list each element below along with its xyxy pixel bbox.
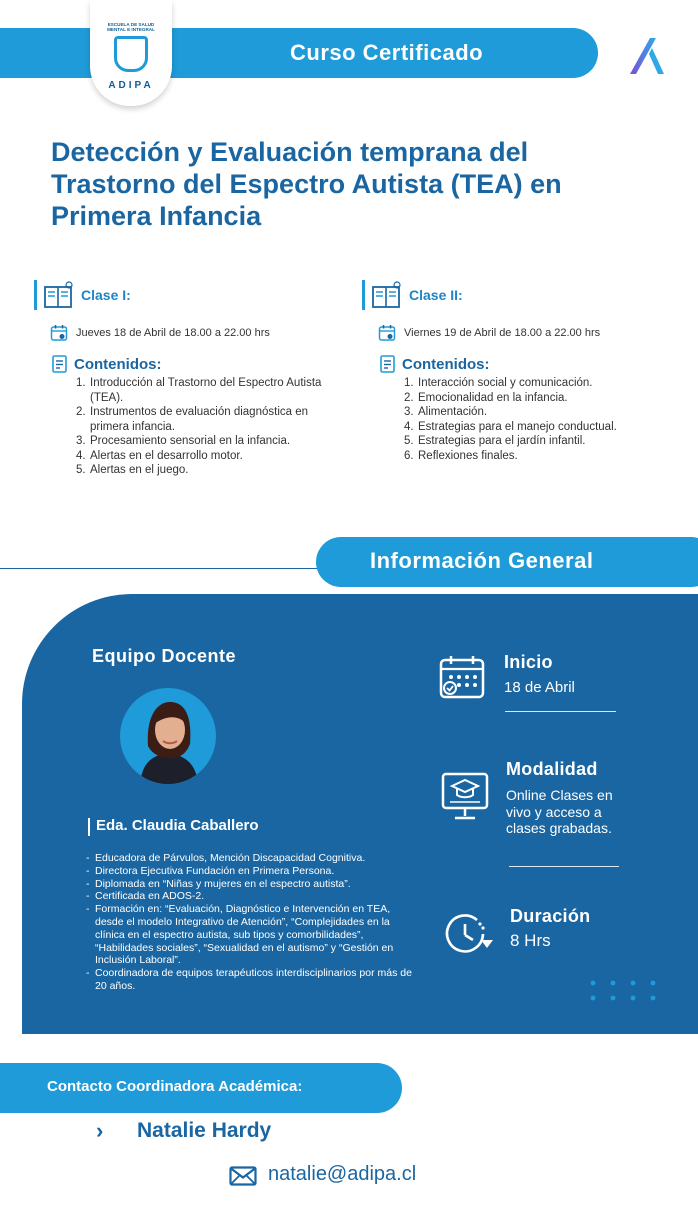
contents-list (76, 376, 338, 478)
contact-label: Contacto Coordinadora Académica: (47, 1078, 303, 1095)
list-item: - Educadora de Párvulos, Mención Discapacidad Cognitiva. (86, 852, 366, 864)
clock-icon (443, 912, 495, 956)
class-title: Clase I: (81, 287, 131, 303)
document-icon (50, 354, 70, 374)
chevron-right-icon: › (96, 1118, 104, 1143)
list-item: 1. Introducción al Trastorno del Espectro Autista (TEA). (76, 377, 322, 404)
modality-label: Modalidad (506, 759, 598, 779)
decorative-dots (586, 978, 666, 1006)
logo-shield-icon (114, 36, 148, 72)
list-item: - Certificada en ADOS-2. (86, 890, 205, 903)
mail-icon (229, 1166, 257, 1186)
list-item: 3. Procesamiento sensorial en la infancia. (76, 435, 291, 447)
course-banner-text: Curso Certificado (290, 40, 484, 65)
list-item: - Directora Ejecutiva Fundación en Primera Persona. (86, 864, 335, 877)
class-title: Clase II: (409, 287, 463, 303)
class-1 (34, 280, 354, 478)
contents-title: Contenidos: (402, 355, 490, 373)
team-title: Equipo Docente (92, 646, 237, 666)
calendar-icon (378, 324, 396, 342)
start-label: Inicio (504, 652, 553, 672)
list-item: - Diplomada en “Niñas y mujeres en el espectro autista”. (86, 877, 351, 890)
contents-list (404, 376, 684, 463)
calendar-icon (50, 324, 68, 342)
course-title: Detección y Evaluación temprana del Trastorno del Espectro Autista (TEA) en Primera Infancia (51, 137, 562, 231)
contents-title: Contenidos: (74, 355, 162, 373)
teacher-name: Eda. Claudia Caballero (96, 817, 259, 834)
book-icon (43, 281, 75, 309)
info-section-title: Información General (370, 548, 594, 573)
logo-caption: ESCUELA DE SALUD MENTAL E INTEGRAL (107, 22, 155, 32)
class-2 (362, 280, 682, 463)
class-date: Viernes 19 de Abril de 18.00 a 22.00 hrs (404, 327, 601, 339)
logo-word: ADIPA (108, 80, 154, 91)
mortarboard-monitor-icon (440, 768, 490, 822)
start-value: 18 de Abril (504, 679, 575, 696)
list-item: 3. Alimentación. (404, 406, 488, 418)
list-item: 2. Instrumentos de evaluación diagnóstica en primera infancia. (76, 406, 309, 433)
teacher-cv-list (86, 852, 416, 993)
divider (505, 711, 616, 712)
class-accent-bar (34, 280, 37, 310)
list-item: 4. Alertas en el desarrollo motor. (76, 449, 243, 462)
duration-label: Duración (510, 906, 591, 926)
divider (509, 866, 619, 867)
duration-value: 8 Hrs (510, 931, 551, 950)
list-item: 5. Alertas en el juego. (76, 464, 189, 476)
list-item: 5. Estrategias para el jardín infantil. (404, 435, 586, 447)
list-item: 4. Estrategias para el manejo conductual. (404, 420, 617, 433)
coordinator-name: Natalie Hardy (137, 1119, 272, 1142)
class-accent-bar (362, 280, 365, 310)
adipa-logo-badge (90, 0, 172, 106)
calendar-icon (438, 654, 486, 700)
coordinator-email-link[interactable]: natalie@adipa.cl (268, 1163, 417, 1185)
class-date: Jueves 18 de Abril de 18.00 a 22.00 hrs (76, 327, 270, 339)
list-item: - Coordinadora de equipos terapéuticos interdisciplinarios por más de 20 años. (86, 967, 412, 992)
teacher-photo (120, 688, 216, 784)
modality-value: Online Clases en vivo y acceso a clases grabadas. (506, 787, 613, 836)
list-item: - Formación en: “Evaluación, Diagnóstico e Intervención en TEA, desde el modelo Integrativo de Atención”, “Complejidades en la clínica en el espectro autista, sub tipos y comorbilidades”, “Habilidades sociales”, “Sexualidad en el autismo” y “Gestión en Inclusión Laboral”. (86, 903, 394, 967)
teacher-portrait (120, 688, 216, 784)
list-item: 6. Reflexiones finales. (404, 449, 518, 462)
name-accent-bar (88, 818, 90, 836)
list-item: 1. Interacción social y comunicación. (404, 377, 593, 389)
document-icon (378, 354, 398, 374)
list-item: 2. Emocionalidad en la infancia. (404, 391, 568, 404)
book-icon (371, 281, 403, 309)
brand-a-icon (624, 34, 668, 78)
